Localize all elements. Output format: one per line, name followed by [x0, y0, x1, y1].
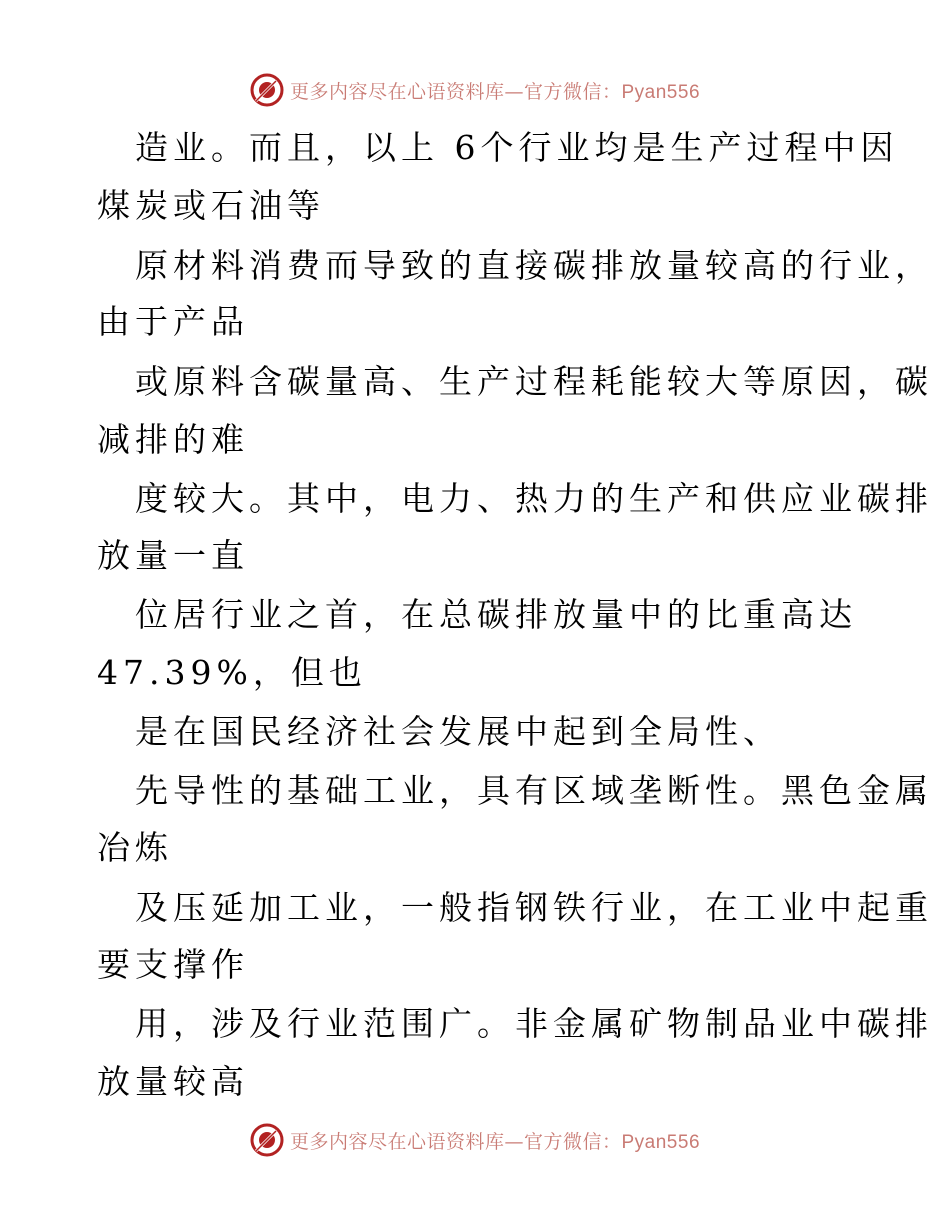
text-line: 要支撑作: [97, 945, 249, 984]
watermark-text: 更多内容尽在心语资料库—官方微信：Pyan556: [289, 1130, 701, 1153]
text-line: 减排的难: [97, 420, 249, 459]
text-line: 由于产品: [97, 302, 249, 341]
text-line: 冶炼: [97, 828, 173, 867]
text-line: 或原料含碳量高、生产过程耗能较大等原因，碳: [135, 362, 933, 401]
text-line: 47.39%，但也: [97, 653, 367, 692]
brand-logo-icon: [250, 1123, 284, 1157]
text-line: 煤炭或石油等: [97, 186, 325, 225]
text-line: 位居行业之首，在总碳排放量中的比重高达: [135, 595, 857, 634]
watermark-text: 更多内容尽在心语资料库—官方微信：Pyan556: [289, 80, 701, 103]
text-line: 原材料消费而导致的直接碳排放量较高的行业，: [135, 246, 933, 285]
text-line: 用，涉及行业范围广。非金属矿物制品业中碳排: [135, 1004, 933, 1043]
text-line: 度较大。其中，电力、热力的生产和供应业碳排: [135, 479, 933, 518]
text-line: 放量一直: [97, 536, 249, 575]
text-line: 及压延加工业，一般指钢铁行业，在工业中起重: [135, 888, 933, 927]
text-line: 造业。而且，以上 6个行业均是生产过程中因: [135, 128, 899, 167]
text-line: 放量较高: [97, 1062, 249, 1101]
footer-watermark: [0, 1120, 950, 1160]
text-line: 是在国民经济社会发展中起到全局性、: [135, 712, 781, 751]
text-line: 先导性的基础工业，具有区域垄断性。黑色金属: [135, 771, 933, 810]
